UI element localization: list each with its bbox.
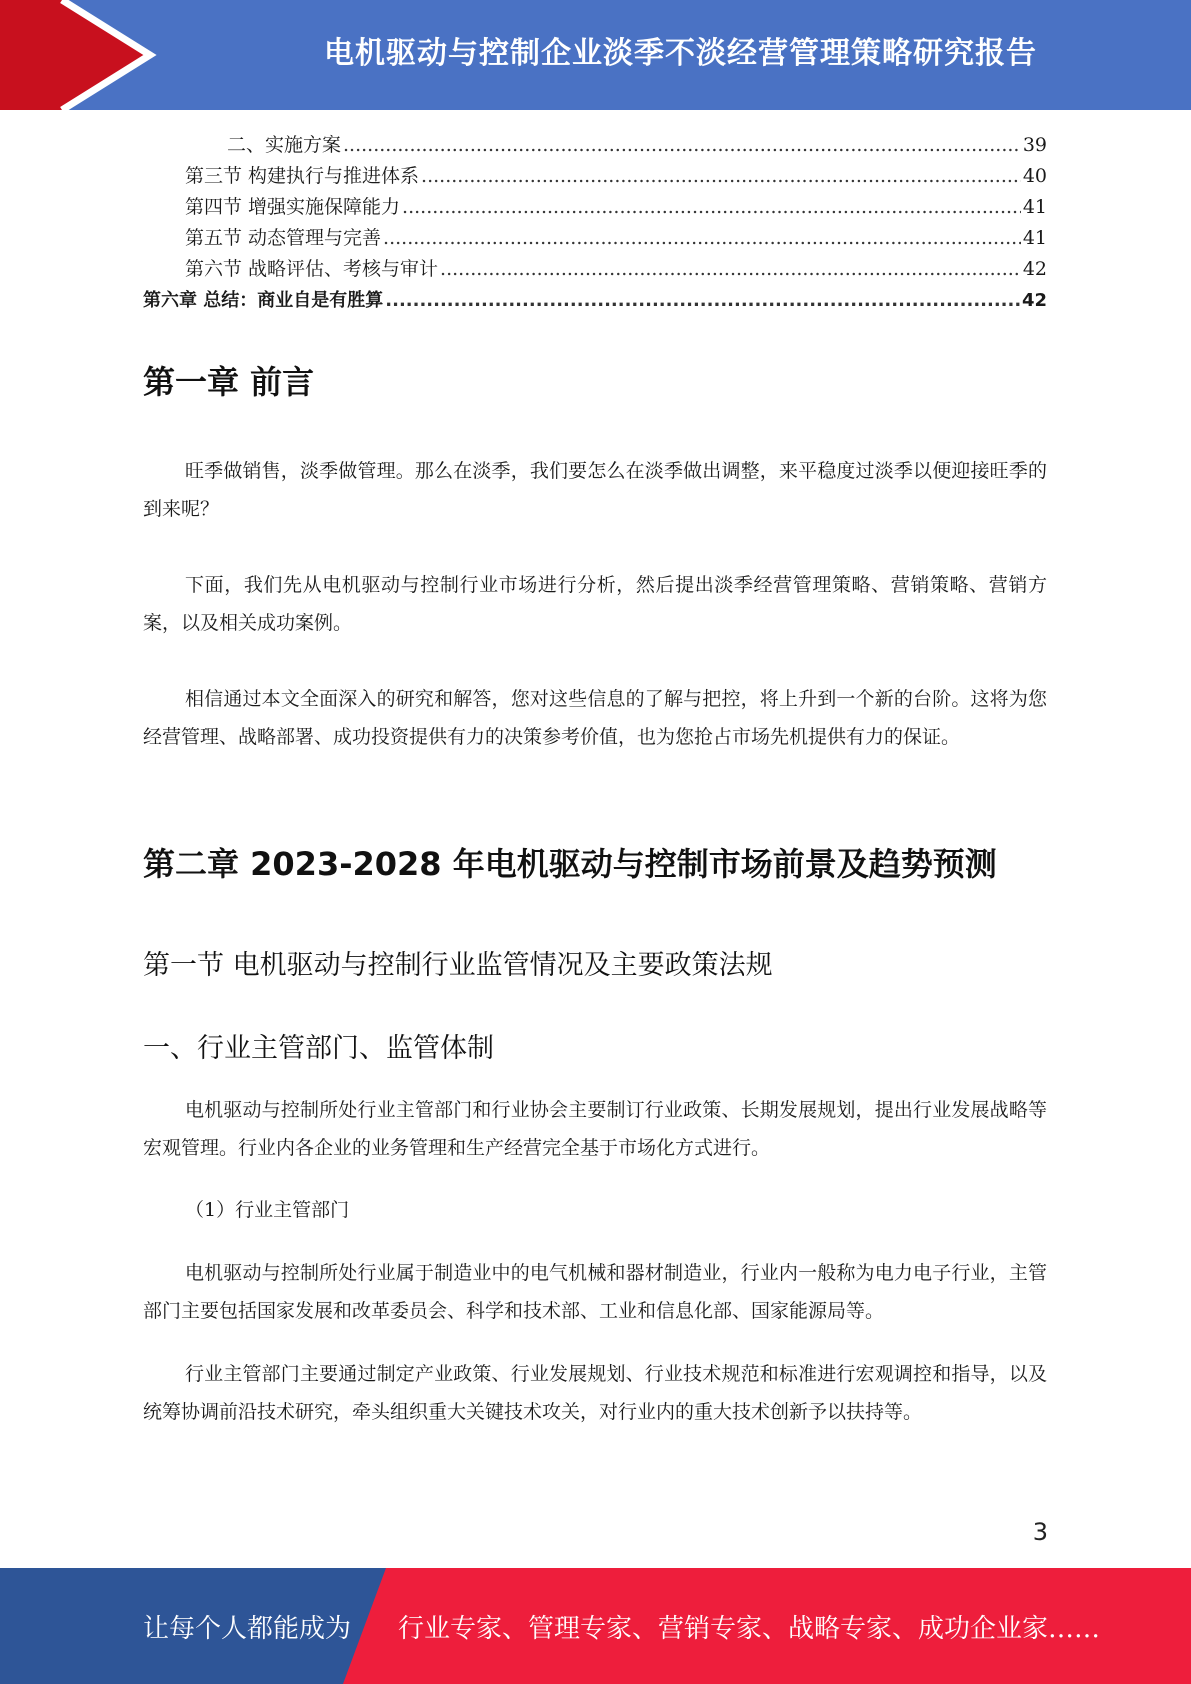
toc-entry-page: 41	[1022, 227, 1047, 249]
toc-entry-label: 第四节 增强实施保障能力	[185, 196, 401, 218]
chapter1-paragraph-1: 旺季做销售，淡季做管理。那么在淡季，我们要怎么在淡季做出调整，来平稳度过淡季以便迎接旺季的到来呢？	[143, 460, 1047, 520]
header-title: 电机驱动与控制企业淡季不淡经营管理策略研究报告	[324, 36, 1037, 71]
toc-entry[interactable]	[143, 223, 1047, 254]
toc-leader-dots	[383, 223, 1021, 254]
section1-heading: 第一节 电机驱动与控制行业监管情况及主要政策法规	[143, 950, 773, 981]
toc-entry-page: 41	[1022, 196, 1047, 218]
chapter2-paragraph-4: 行业主管部门主要通过制定产业政策、行业发展规划、行业技术规范和标准进行宏观调控和指导，以及统筹协调前沿技术研究，牵头组织重大关键技术攻关，对行业内的重大技术创新予以扶持等。	[143, 1363, 1047, 1423]
toc-entry[interactable]	[143, 254, 1047, 285]
chapter2-paragraph-1: 电机驱动与控制所处行业主管部门和行业协会主要制订行业政策、长期发展规划，提出行业发展战略等宏观管理。行业内各企业的业务管理和生产经营完全基于市场化方式进行。	[143, 1099, 1047, 1159]
toc-entry[interactable]	[143, 161, 1047, 192]
toc-entry-page: 42	[1021, 290, 1047, 311]
toc-entry-chapter[interactable]	[143, 285, 1047, 316]
toc-entry-page: 42	[1022, 258, 1047, 280]
toc-entry[interactable]	[143, 192, 1047, 223]
toc-entry-label: 第五节 动态管理与完善	[185, 227, 382, 249]
page-number: 3	[1032, 1518, 1048, 1546]
footer-slogan-right: 行业专家、管理专家、营销专家、战略专家、成功企业家……	[398, 1613, 1101, 1644]
toc-leader-dots	[343, 130, 1021, 161]
chapter2-heading: 第二章 2023-2028 年电机驱动与控制市场前景及趋势预测	[143, 845, 997, 883]
table-of-contents	[143, 130, 1047, 316]
toc-entry-page: 39	[1022, 134, 1047, 156]
toc-entry[interactable]	[143, 130, 1047, 161]
toc-entry-label: 第六节 战略评估、考核与审计	[185, 258, 439, 280]
header-arrow-decoration	[0, 0, 160, 110]
chapter2-paragraph-2: （1）行业主管部门	[185, 1199, 350, 1221]
toc-entry-label: 第六章 总结：商业自是有胜算	[143, 290, 384, 311]
subsection1-heading: 一、行业主管部门、监管体制	[143, 1033, 494, 1064]
toc-entry-label: 二、实施方案	[227, 134, 342, 156]
toc-leader-dots	[385, 285, 1020, 316]
footer-slogan-left: 让每个人都能成为	[143, 1613, 352, 1644]
chapter1-heading: 第一章 前言	[143, 363, 315, 401]
toc-leader-dots	[421, 161, 1021, 192]
toc-leader-dots	[440, 254, 1021, 285]
chapter2-paragraph-3: 电机驱动与控制所处行业属于制造业中的电气机械和器材制造业，行业内一般称为电力电子行业，主管部门主要包括国家发展和改革委员会、科学和技术部、工业和信息化部、国家能源局等。	[143, 1262, 1047, 1322]
chapter1-paragraph-2: 下面，我们先从电机驱动与控制行业市场进行分析，然后提出淡季经营管理策略、营销策略、营销方案，以及相关成功案例。	[143, 574, 1047, 634]
toc-entry-label: 第三节 构建执行与推进体系	[185, 165, 420, 187]
toc-entry-page: 40	[1022, 165, 1047, 187]
toc-leader-dots	[402, 192, 1021, 223]
chapter1-paragraph-3: 相信通过本文全面深入的研究和解答，您对这些信息的了解与把控，将上升到一个新的台阶。这将为您经营管理、战略部署、成功投资提供有力的决策参考价值，也为您抢占市场先机提供有力的保证。	[143, 688, 1047, 748]
